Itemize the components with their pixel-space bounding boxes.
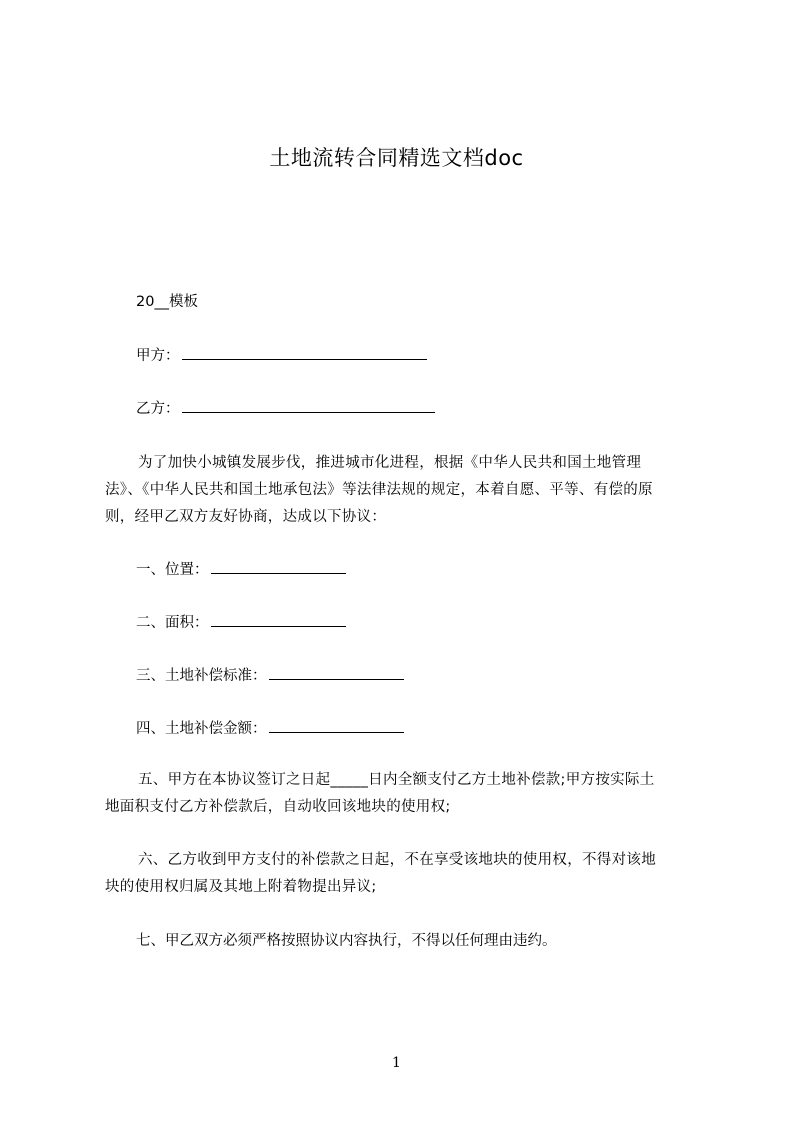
clause-7: 七、甲乙双方必须严格按照协议内容执行，不得以任何理由违约。: [136, 933, 557, 949]
party-b-blank: [182, 398, 435, 413]
preamble-line-2: 法》、《中华人民共和国土地承包法》等法律法规的规定，本着自愿、平等、有偿的原: [105, 482, 653, 498]
clause-3-line: [136, 665, 404, 686]
clause-4-label: 四、土地补偿金额：: [136, 721, 267, 737]
clause-6-line-2: 块的使用权归属及其地上附着物提出异议;: [105, 879, 377, 895]
clause-6-paragraph: [105, 847, 705, 901]
clause-5-line-1: 五、甲方在本协议签订之日起_____日内全额支付乙方土地补偿款;甲方按实际土: [138, 772, 655, 788]
party-a-label: 甲方：: [136, 348, 180, 364]
clause-2-label: 二、面积：: [136, 615, 209, 631]
clause-4-line: [136, 718, 404, 739]
clause-5-line-2: 地面积支付乙方补偿款后，自动收回该地块的使用权;: [105, 799, 451, 815]
document-title: 土地流转合同精选文档doc: [269, 146, 524, 170]
clause-2-line: [136, 612, 346, 633]
party-a-line: [136, 345, 427, 366]
page-number: 1: [392, 1055, 401, 1071]
template-label: 20__模板: [136, 294, 198, 310]
preamble-line-1: 为了加快小城镇发展步伐，推进城市化进程，根据《中华人民共和国土地管理: [138, 455, 642, 471]
clause-3-label: 三、土地补偿标准：: [136, 668, 267, 684]
clause-1-label: 一、位置：: [136, 562, 209, 578]
preamble-line-3: 则，经甲乙双方友好协商，达成以下协议：: [105, 509, 387, 525]
clause-1-line: [136, 559, 346, 580]
clause-4-blank: [269, 718, 404, 733]
party-a-blank: [182, 345, 427, 360]
party-b-label: 乙方：: [136, 401, 180, 417]
clause-5-paragraph: [105, 767, 705, 821]
clause-2-blank: [211, 612, 346, 627]
clause-3-blank: [269, 665, 404, 680]
clause-1-blank: [211, 559, 346, 574]
clause-6-line-1: 六、乙方收到甲方支付的补偿款之日起，不在享受该地块的使用权，不得对该地: [138, 852, 656, 868]
preamble-paragraph: [105, 450, 705, 531]
party-b-line: [136, 398, 435, 419]
